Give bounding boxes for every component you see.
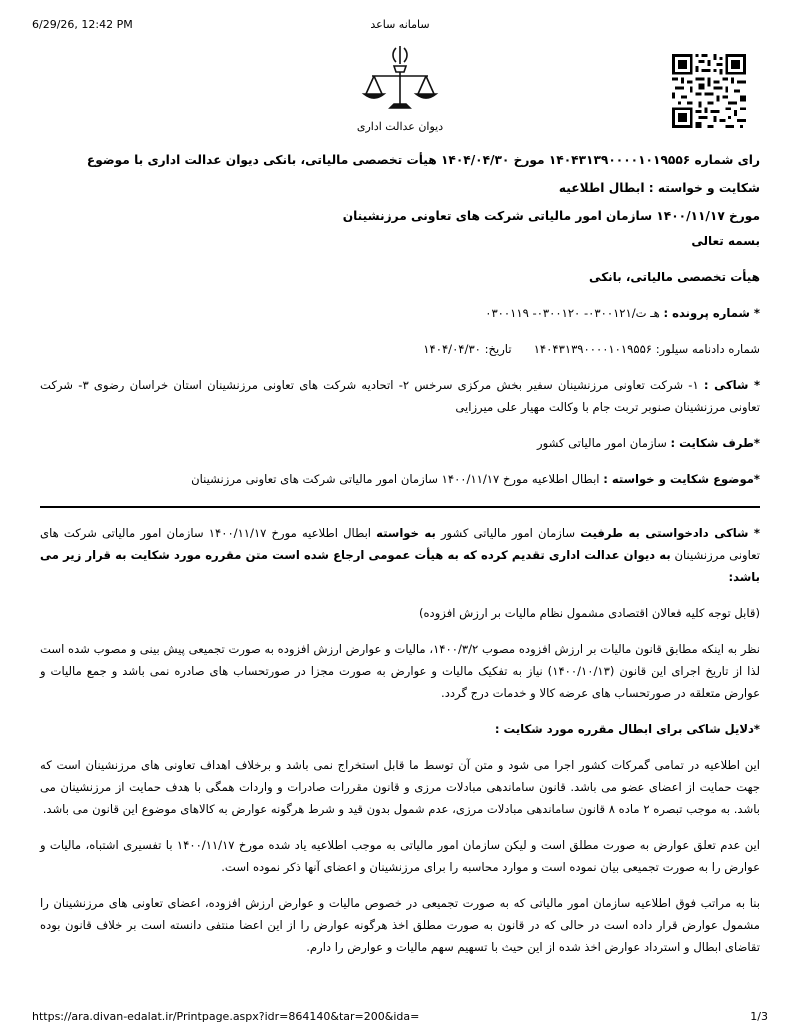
- subject-value: ابطال اطلاعیه مورخ ۱۴۰۰/۱۱/۱۷ سازمان امور مالیاتی شرکت های تعاونی مرزنشینان: [191, 472, 600, 486]
- petition-paragraph: [40, 522, 760, 588]
- date-value: ۱۴۰۴/۰۴/۳۰: [423, 342, 481, 356]
- site-title: سامانه ساعد: [370, 18, 430, 31]
- petition-bold-1: * شاکی دادخواستی به طرفیت: [580, 526, 760, 540]
- scales-of-justice-emblem-icon: [350, 42, 450, 138]
- complaint-subject: [40, 468, 760, 490]
- defendant-label: *طرف شکایت :: [670, 436, 760, 450]
- ruling-body: [40, 230, 760, 958]
- qr-code-icon: [672, 54, 746, 128]
- case-number-label: * شماره پرونده :: [663, 306, 760, 320]
- logo-caption: دیوان عدالت اداری: [356, 120, 444, 133]
- defendant-value: سازمان امور مالیاتی کشور: [536, 436, 667, 450]
- print-datetime: 6/29/26, 12:42 PM: [32, 18, 133, 31]
- ruling-title-line-2: مورخ ۱۴۰۰/۱۱/۱۷ سازمان امور مالیاتی شرکت های تعاونی مرزنشینان: [342, 209, 760, 223]
- reason-paragraph-3: بنا به مراتب فوق اطلاعیه سازمان امور مالیاتی که به صورت تجمیعی در خصوص مالیات و عوارض ارزش افزوده، اعضای تعاونی های مرزنشینان را مشمول عوارض قرار داده است در حالی که در قانون به صورت مطلق اخذ هرگونه عوارض را از این اعضا منتفی دانسته است بر خلاف قانون بوده تقاضای ابطال و استرداد عوارض اخذ شده از این حیث با تسهیم سهم مالیات و عوارض را دارم.: [40, 896, 760, 954]
- quote-title: (قابل توجه کلیه فعالان اقتصادی مشمول نظام مالیات بر ارزش افزوده): [418, 606, 760, 620]
- page-url: https://ara.divan-edalat.ir/Printpage.aspx?idr=864140&tar=200&ida=: [32, 1010, 420, 1023]
- petition-bold-2: به خواسته: [376, 526, 436, 540]
- serial-label: شماره دادنامه سیلور:: [655, 342, 760, 356]
- subject-label: *موضوع شکایت و خواسته :: [603, 472, 760, 486]
- case-number-value: هـ ت/۰۳۰۰۱۲۱- ۰۳۰۰۱۲۰- ۰۳۰۰۱۱۹: [485, 306, 660, 320]
- serial-value: ۱۴۰۴۳۱۳۹۰۰۰۰۱۰۱۹۵۵۶: [533, 342, 653, 356]
- plaintiff-label: * شاکی :: [703, 378, 761, 392]
- petition-bold-3: به دیوان عدالت اداری تقدیم کرده که به هیأت عمومی ارجاع شده است متن مقرره مورد شکایت به قرار زیر می باشد:: [40, 548, 760, 584]
- page-number: 1/3: [750, 1010, 768, 1023]
- plaintiff-value: ۱- شرکت تعاونی مرزنشینان سفیر بخش مرکزی سرخس ۲- اتحادیه شرکت های تعاونی مرزنشینان استان خراسان رضوی ۳- شرکت تعاونی مرزنشینان صنوبر تربت جام با وکالت مهیار علی میرزایی: [40, 378, 760, 414]
- serial-number: [40, 338, 760, 360]
- ruling-title-line-1: رای شماره ۱۴۰۴۳۱۳۹۰۰۰۰۱۰۱۹۵۵۶ مورخ ۱۴۰۴/۰۴/۳۰ هیأت تخصصی مالیاتی، بانکی دیوان عدالت اداری با موضوع شکایت و خواسته : ابطال اطلاعیه: [86, 153, 760, 195]
- petition-text-1: سازمان امور مالیاتی کشور: [440, 526, 576, 540]
- reasons-heading: *دلایل شاکی برای ابطال مقرره مورد شکایت :: [494, 722, 760, 736]
- date-label: تاریخ:: [484, 342, 512, 356]
- reason-paragraph-1: این اطلاعیه در تمامی گمرکات کشور اجرا می شود و متن آن توسط ما قابل استخراج نمی باشد و برخلاف اهداف تعاونی های مرزنشینان است که جهت حمایت از اعضای عضو می باشد. قانون ساماندهی مبادلات مرزی و قانون مقررات صادرات و واردات همگی با هدف حمایت از مرزنشینان می باشد. به موجب تبصره ۲ ماده ۸ قانون ساماندهی مبادلات مرزی، عدم شمول بدون قید و شرط هرگونه عوارض به کالاهای موضوع این قانون می باشد.: [40, 758, 760, 816]
- bismillah: بسمه تعالی: [691, 234, 760, 248]
- plaintiff: [40, 374, 760, 418]
- ruling-title: [44, 146, 760, 230]
- defendant: [40, 432, 760, 454]
- reason-paragraph-2: این عدم تعلق عوارض به صورت مطلق است و لیکن سازمان امور مالیاتی به موجب اطلاعیه یاد شده مورخ ۱۴۰۰/۱۱/۱۷ با تفسیری اشتباه، مالیات و عوارض را به صورت تجمیعی بیان نموده است و موارد محاسبه را برای مرزنشینان و اعضای آنها ذکر نموده است.: [40, 838, 760, 874]
- quote-body: نظر به اینکه مطابق قانون مالیات بر ارزش افزوده مصوب ۱۴۰۰/۳/۲، مالیات و عوارض ارزش افزوده به صورت تجمیعی پیش بینی و مصوب شده است لذا از تاریخ اجرای این قانون (۱۴۰۰/۱۰/۱۳) نیاز به تفکیک مالیات و عوارض به صورت مجزا در صورتحساب های صادره نمی باشد و جمع مالیات و عوارض متعلقه در صورتحساب های عرضه کالا و خدمات درج گردد.: [40, 642, 761, 700]
- case-number: [40, 302, 760, 324]
- board-name: هیأت تخصصی مالیاتی، بانکی: [589, 270, 760, 284]
- petition-text-2: ابطال اطلاعیه مورخ ۱۴۰۰/۱۱/۱۷ سازمان امور مالیاتی شرکت های تعاونی مرزنشینان: [40, 526, 760, 562]
